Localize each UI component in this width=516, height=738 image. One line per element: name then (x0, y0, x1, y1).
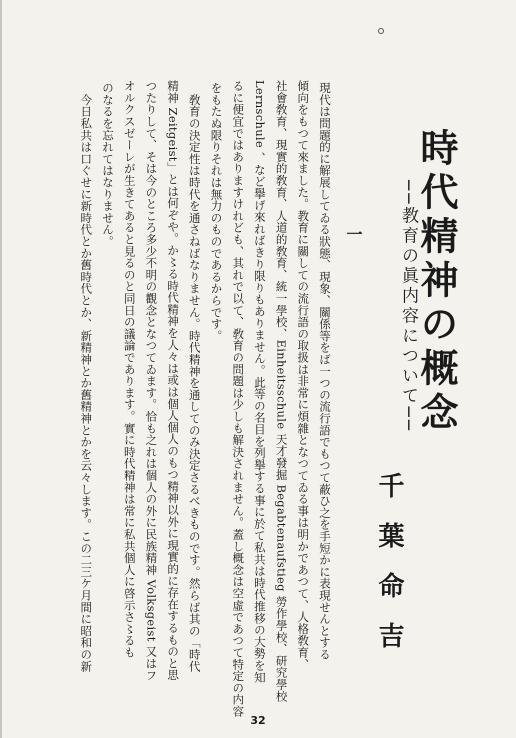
section-number: 一 (344, 226, 363, 242)
text-line: 今日私共は口ぐせに新時代とか舊時代とか、新精神とか舊精神とかを云々します。この二三ケ月間に昭和の新 (79, 82, 94, 672)
article-title: 時代精神の概念 (414, 128, 459, 436)
text-line: るに便宜ではありますけれども、其れで以て、敎育の問題は少しも解決されません。蓋し概念は空虛であつて特定の内容 (231, 80, 246, 718)
text-line: のなるを忘れてはなりません。 (101, 82, 115, 248)
author-name: 千葉命吉 (374, 472, 404, 672)
text-line: つたりして、そは今のところ多少不明の觀念となつてゐます。恰も之れは個人の外に民族精神 Volksgeist 又はフ (144, 80, 159, 681)
article-subtitle: ──教育の眞内容について── (398, 180, 418, 433)
page-edge-left (0, 0, 2, 738)
text-line: 社會敎育、現實的敎育、人道的敎育、統一學校、Einheitsschule 天才發掘 Begabtenaufstieg 勞作學校、研究學校 (274, 80, 289, 702)
text-line: 精神 Zeitgeist」とは何ぞや。か〻る時代精神を人々は或は個人個人のもつ精神以外に現實的に存在するものと思 (166, 80, 181, 681)
text-line: 現代は問題的に解展してゐる狀態、現象、關係等をば一つの流行語でもつて蔽ひ之を手短かに表現せんとする (318, 82, 332, 661)
text-line: オルクスゼーレが生きてあると見るのと同日の議論であります。實に時代精神は常に私共個人に啓示さ〻るも (122, 80, 137, 659)
text-line: Lernschule 、など擧げ來ればきり限りもありません。此等の名目を列擧する事に於て私共は時代推移の大勢を知 (252, 80, 267, 683)
page-number: 32 (250, 714, 266, 727)
text-line: 傾向をもつて來ました。教育に關しての流行語の取扱は非常に煩雜となつてゐる事は明かであつて、人格敎育、 (296, 80, 311, 670)
text-line: をもたぬ限りそれは無力のものであるからです。 (209, 82, 224, 342)
text-line: 敎育の決定性は時代を通さねばなりません。時代精神を通してのみ決定さるべきものです。然らば其の「時代 (187, 82, 202, 672)
page-dot-mark (378, 28, 384, 34)
